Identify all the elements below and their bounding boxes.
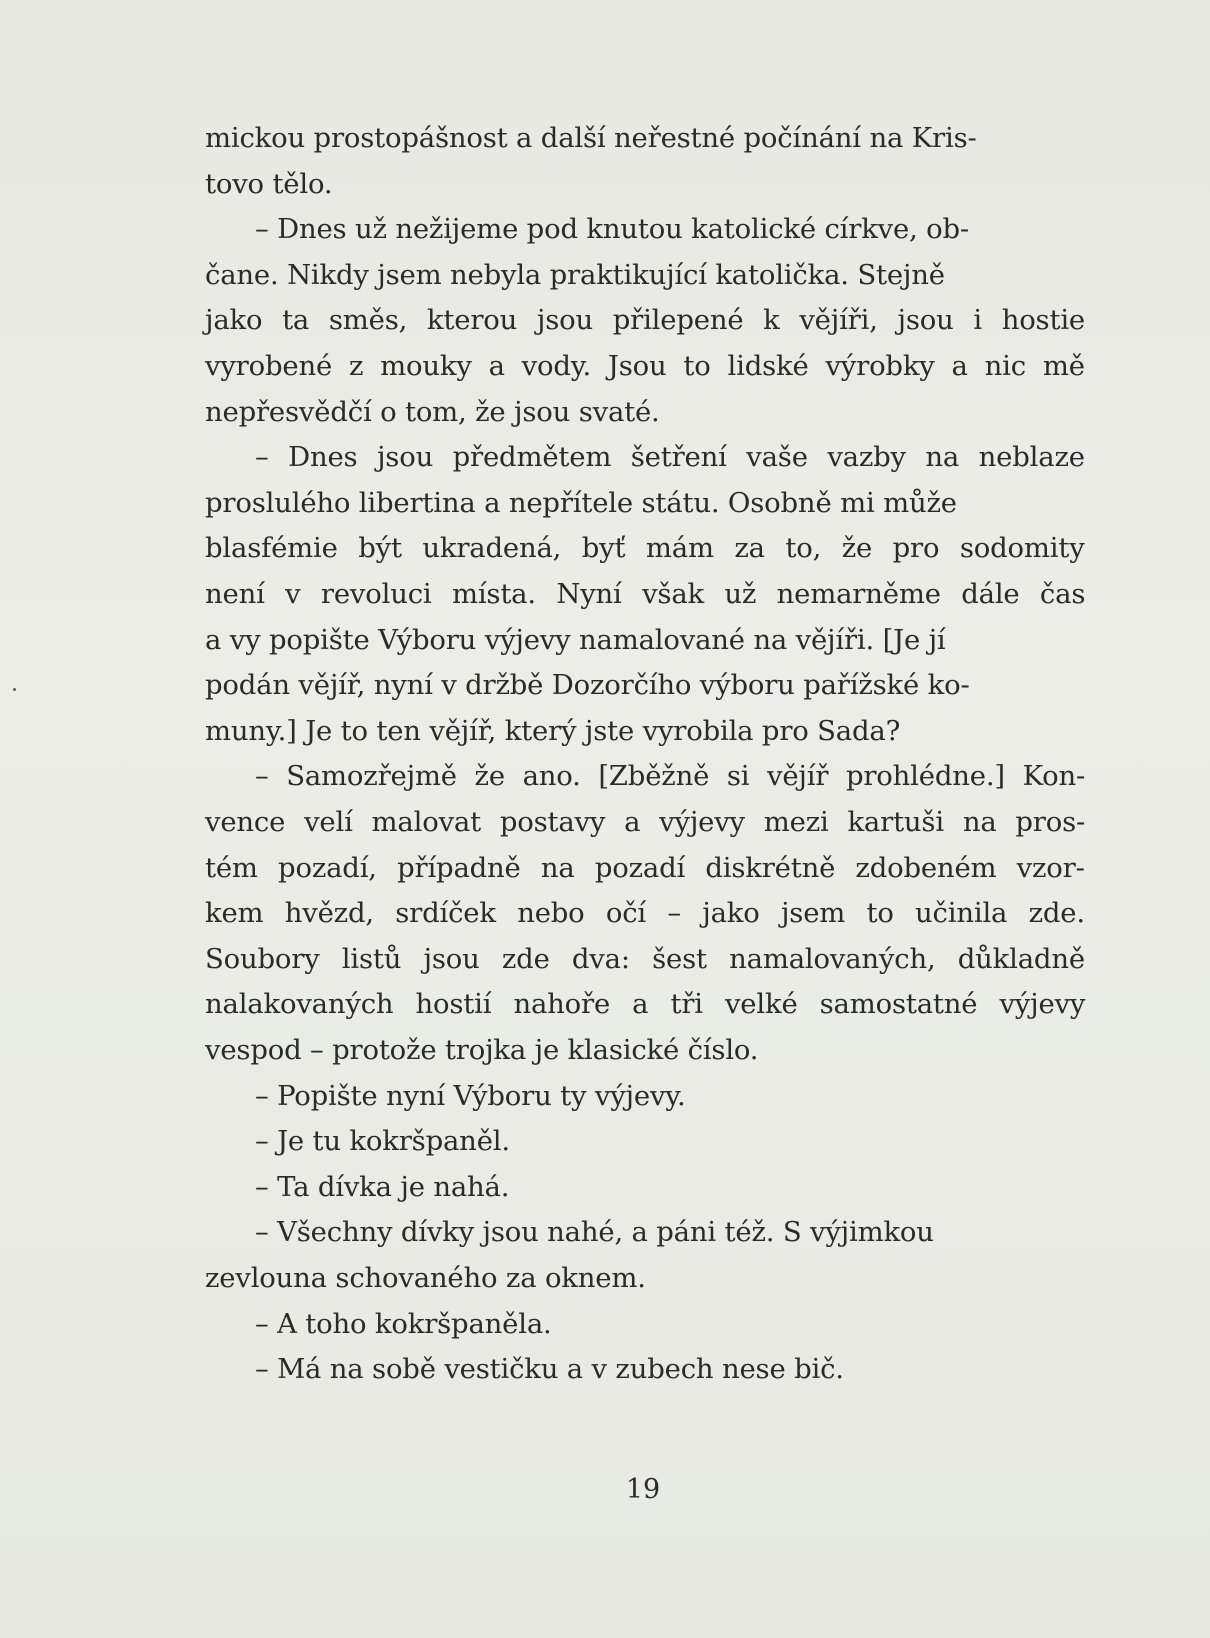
text-line: není v revoluci místa. Nyní však už nemarněme dále čas: [205, 578, 1086, 610]
text-line: vence velí malovat postavy a výjevy mezi kartuši na pros-: [205, 806, 1086, 838]
text-line: Soubory listů jsou zde dva: šest namalovaných, důkladně: [205, 942, 1085, 975]
text-line: mickou prostopášnost a další neřestné počínání na Kris-: [205, 122, 977, 154]
text-line: – A toho kokršpaněla.: [255, 1307, 552, 1340]
text-line: vespod – protože trojka je klasické číslo.: [205, 1034, 759, 1066]
text-line: – Dnes jsou předmětem šetření vaše vazby na neblaze: [255, 441, 1085, 474]
text-line: – Všechny dívky jsou nahé, a páni též. S výjimkou: [255, 1216, 934, 1249]
text-line: zevlouna schovaného za oknem.: [205, 1262, 646, 1294]
paper-speck: [13, 688, 16, 691]
text-line: nalakovaných hostií nahoře a tři velké samostatné výjevy: [205, 988, 1086, 1021]
text-line: a vy popište Výboru výjevy namalované na vějíři. [Je jí: [205, 623, 946, 656]
text-line: blasfémie být ukradená, byť mám za to, že pro sodomity: [205, 532, 1085, 565]
text-line: tém pozadí, případně na pozadí diskrétně zdobeném vzor-: [205, 851, 1085, 884]
text-line: – Samozřejmě že ano. [Zběžně si vějíř prohlédne.] Kon-: [255, 760, 1086, 793]
page-number: 19: [625, 1474, 661, 1505]
text-line: – Popište nyní Výboru ty výjevy.: [255, 1079, 686, 1112]
text-line: proslulého libertina a nepřítele státu. Osobně mi může: [205, 486, 957, 519]
text-line: kem hvězd, srdíček nebo očí – jako jsem to učinila zde.: [205, 897, 1085, 930]
text-line: – Má na sobě vestičku a v zubech nese bič.: [255, 1353, 844, 1386]
text-line: – Je tu kokršpaněl.: [255, 1125, 510, 1158]
text-line: podán vějíř, nyní v držbě Dozorčího výboru pařížské ko-: [205, 669, 970, 702]
text-line: – Dnes už nežijeme pod knutou katolické církve, ob-: [255, 213, 970, 246]
text-line: vyrobené z mouky a vody. Jsou to lidské výrobky a nic mě: [205, 350, 1085, 382]
text-line: tovo tělo.: [205, 167, 333, 200]
text-line: čane. Nikdy jsem nebyla praktikující katolička. Stejně: [205, 258, 945, 291]
text-line: muny.] Je to ten vějíř, který jste vyrobila pro Sada?: [205, 714, 901, 747]
text-line: – Ta dívka je nahá.: [255, 1170, 510, 1203]
text-line: jako ta směs, kterou jsou přilepené k vějíři, jsou i hostie: [205, 304, 1085, 337]
text-line: nepřesvědčí o tom, že jsou svaté.: [205, 395, 660, 428]
